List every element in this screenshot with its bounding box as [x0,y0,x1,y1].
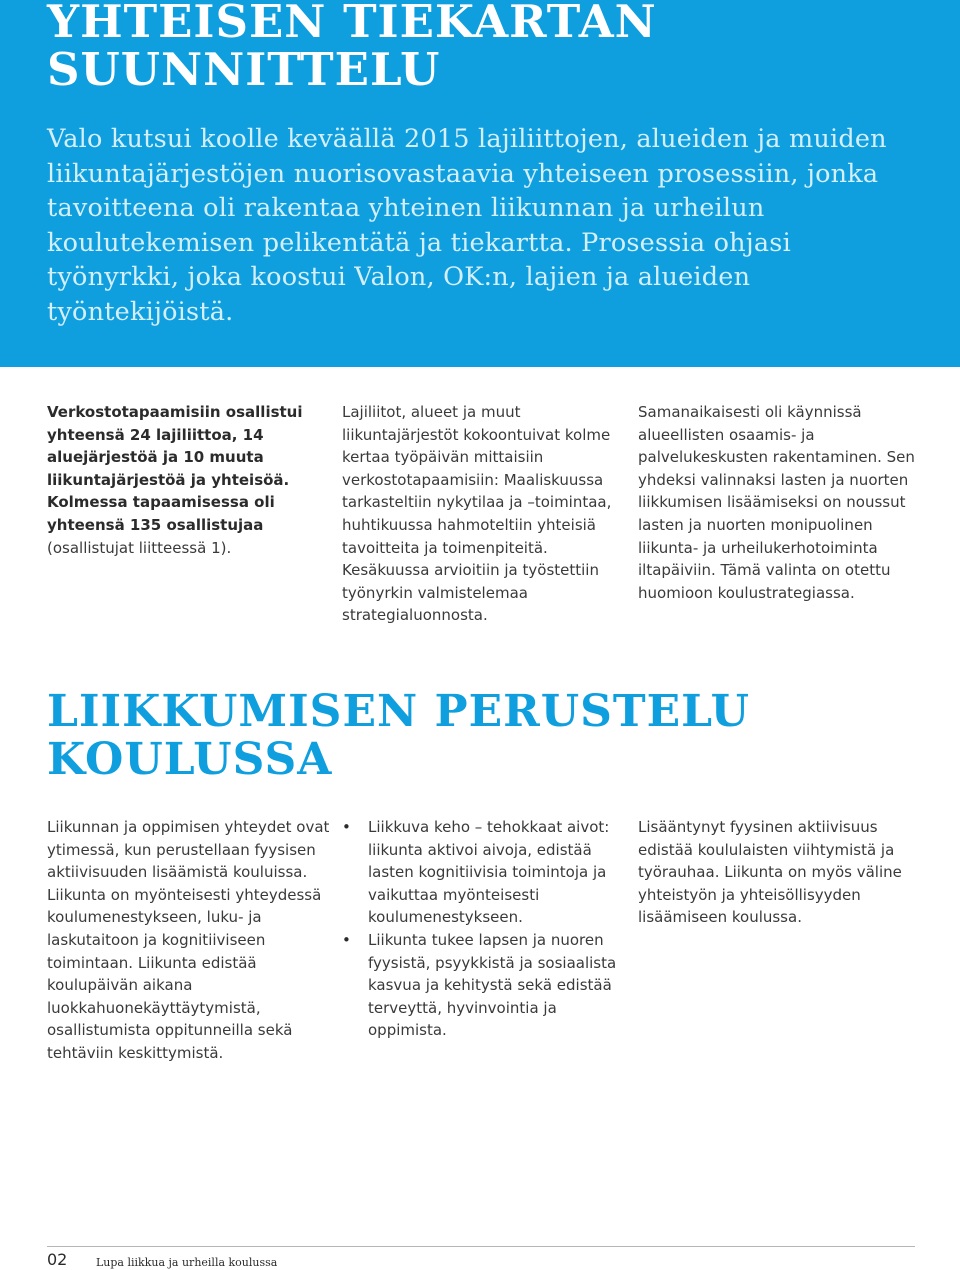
wellbeing-paragraph: Lisääntynyt fyysinen aktiivisuus edistää koululaisten viihtymistä ja työrauhaa. Liikunta on myös väline yhteistyön ja yhteisöllisyyden lisäämiseen koulussa. [638,818,902,927]
benefits-column [342,816,624,1042]
wellbeing-column [638,816,923,929]
regional-centres-paragraph: Samanaikaisesti oli käynnissä alueellisten osaamis- ja palvelukeskusten rakentaminen. Sen yhdeksi valinnaksi lasten ja nuorten liikkumisen lisäämiseksi on noussut lasten ja nuorten monipuolinen liikunta- ja urheilukerhotoiminta iltapäiviin. Tämä valinta on otettu huomioon koulustrategiassa. [638,403,915,602]
intro-paragraph: Valo kutsui koolle keväällä 2015 lajiliittojen, alueiden ja muiden liikuntajärjestöjen nuorisovastaavia yhteiseen prosessiin, jonka tavoitteena oli rakentaa yhteinen liikunnan ja urheilun koulutekemisen pelikentätä ja tiekartta. Prosessia ohjasi työnyrkki, joka koostui Valon, OK:n, lajien ja alueiden työntekijöistä. [47,124,887,327]
list-item: • Liikunta tukee lapsen ja nuoren fyysistä, psyykkistä ja sosiaalista kasvua ja kehitystä sekä edistää terveyttä, hyvinvointia ja oppimista. [342,929,624,1042]
process-paragraph: Lajiliitot, alueet ja muut liikuntajärjestöt kokoontuivat kolme kertaa työpäivän mittaisiin verkostotapaamisiin: Maaliskuussa tarkasteltiin nykytilaa ja –toimintaa, huhtikuussa hahmoteltiin yhteisiä tavoitteita ja toimenpiteitä. Kesäkuussa arvioitiin ja työstettiin työnyrkin valmistelemaa strategialuonnosta. [342,403,612,625]
learning-column [47,816,332,1065]
footer-document-title: Lupa liikkua ja urheilla koulussa [96,1256,278,1269]
network-meetings-column [47,401,332,559]
section-heading: LIIKKUMISEN PERUSTELU KOULUSSA [47,686,751,785]
learning-paragraph: Liikunnan ja oppimisen yhteydet ovat ytimessä, kun perustellaan fyysisen aktiivisuuden lisäämistä kouluissa. Liikunta on myönteisesti yhteydessä koulumenestykseen, luku- ja laskutaitoon ja kognitiiviseen toimintaan. Liikunta edistää koulupäivän aikana luokkahuonekäyttäytymistä, osallistumista oppitunneilla sekä tehtäviin keskittymistä. [47,818,330,1062]
process-column [342,401,624,627]
regional-centres-column [638,401,923,604]
benefits-list [342,816,624,1042]
page-number: 02 [47,1250,68,1269]
participants-note: (osallistujat liitteessä 1). [47,538,232,557]
page-title: YHTEISEN TIEKARTAN SUUNNITTELU [47,0,657,96]
footer-divider [47,1246,915,1247]
list-item: • Liikkuva keho – tehokkaat aivot: liikunta aktivoi aivoja, edistää lasten kognitiivisia toimintoja ja vaikuttaa myönteisesti koulumenestykseen. [342,816,624,929]
header-banner [0,0,960,367]
participants-summary: Verkostotapaamisiin osallistui yhteensä 24 lajiliittoa, 14 aluejärjestöä ja 10 muuta liikuntajärjestöä ja yhteisöä. Kolmessa tapaamisessa oli yhteensä 135 osallistujaa [47,403,303,534]
